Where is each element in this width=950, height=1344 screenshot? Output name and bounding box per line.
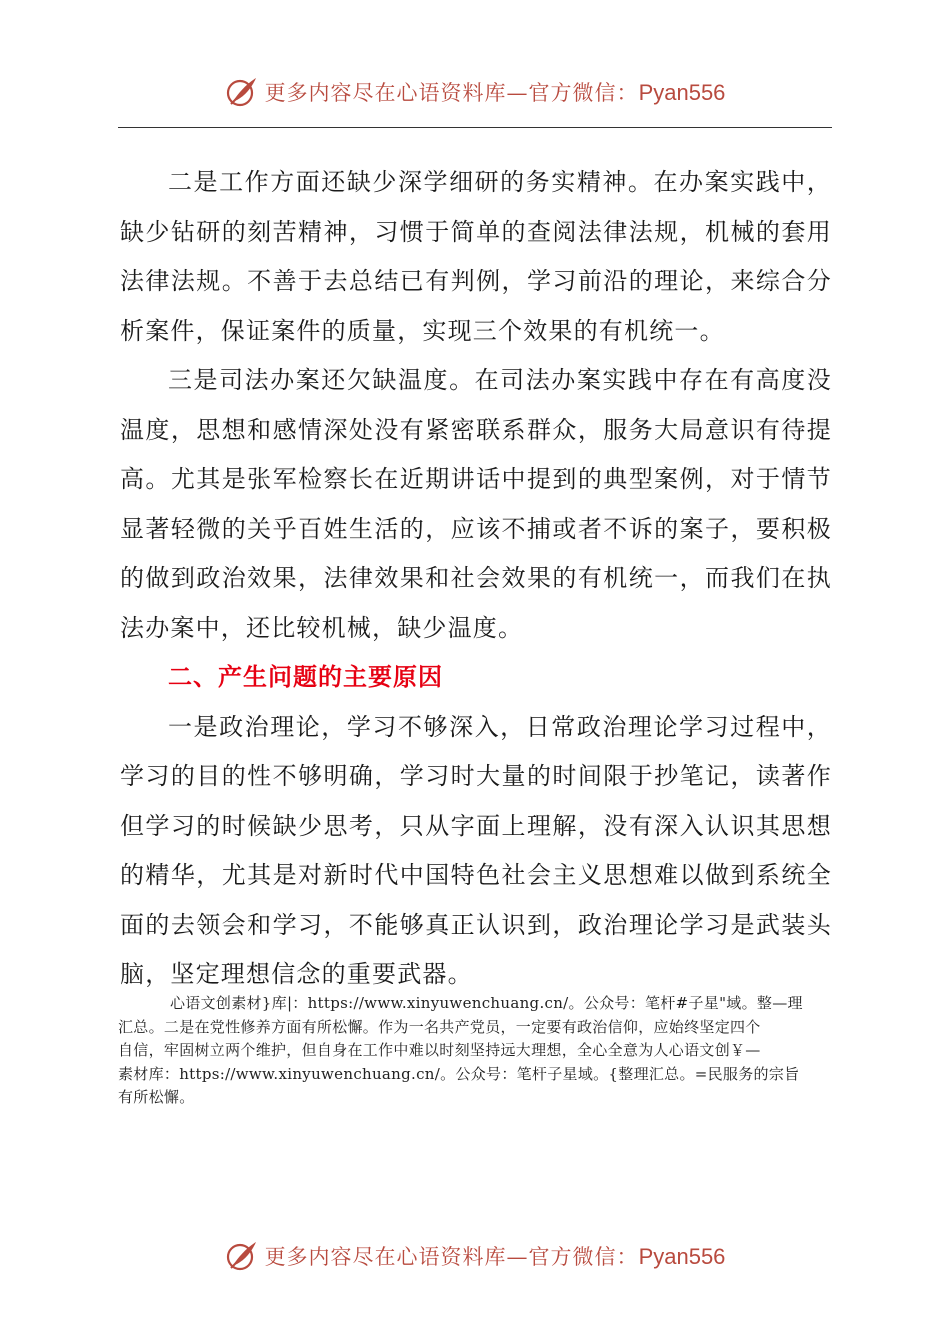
page-footer-banner [0,1236,950,1276]
footnote-block [118,992,836,1110]
header-wechat-id: Pyan556 [638,80,726,105]
header-banner-text: 更多内容尽在心语资料库—官方微信：Pyan556 [264,80,726,105]
footnote-line: 汇总。二是在党性修养方面有所松懈。作为一名共产党员，一定要有政治信仰，应始终坚定四个 [118,1017,761,1036]
footnote-line: 素材库：https://www.xinyuwenchuang.cn/。公众号：笔杆子星域。{整理汇总。=民服务的宗旨 [118,1064,800,1083]
feather-logo-icon [225,75,259,109]
page-header-banner [0,72,950,112]
header-divider [118,127,832,128]
footer-wechat-id: Pyan556 [638,1244,726,1269]
footnote-line: 有所松懈。 [118,1088,195,1106]
section-heading-causes: 二、产生问题的主要原因 [168,663,443,691]
paragraph-judicial-warmth: 三是司法办案还欠缺温度。在司法办案实践中存在有高度没温度，思想和感情深处没有紧密联系群众，服务大局意识有待提高。尤其是张军检察长在近期讲话中提到的典型案例，对于情节显著轻微的关乎百姓生活的，应该不捕或者不诉的案子，要积极的做到政治效果，法律效果和社会效果的有机统一，而我们在执法办案中，还比较机械，缺少温度。 [120,366,832,642]
feather-logo-icon [225,1239,259,1273]
document-body [120,158,832,1000]
footer-banner-text: 更多内容尽在心语资料库—官方微信：Pyan556 [264,1244,726,1269]
paragraph-work-spirit: 二是工作方面还缺少深学细研的务实精神。在办案实践中，缺少钻研的刻苦精神，习惯于简单的查阅法律法规，机械的套用法律法规。不善于去总结已有判例，学习前沿的理论，来综合分析案件，保证案件的质量，实现三个效果的有机统一。 [120,168,832,345]
footnote-line: 自信，牢固树立两个维护，但自身在工作中难以时刻坚持远大理想，全心全意为人心语文创￥— [118,1041,761,1059]
paragraph-political-theory: 一是政治理论，学习不够深入，日常政治理论学习过程中，学习的目的性不够明确，学习时大量的时间限于抄笔记，读著作但学习的时候缺少思考，只从字面上理解，没有深入认识其思想的精华，尤其是对新时代中国特色社会主义思想难以做到系统全面的去领会和学习，不能够真正认识到，政治理论学习是武装头脑，坚定理想信念的重要武器。 [120,712,832,988]
footnote-line: 心语文创素材}库|：https://www.xinyuwenchuang.cn/。公众号：笔杆#子星"域。整—理 [170,994,803,1012]
